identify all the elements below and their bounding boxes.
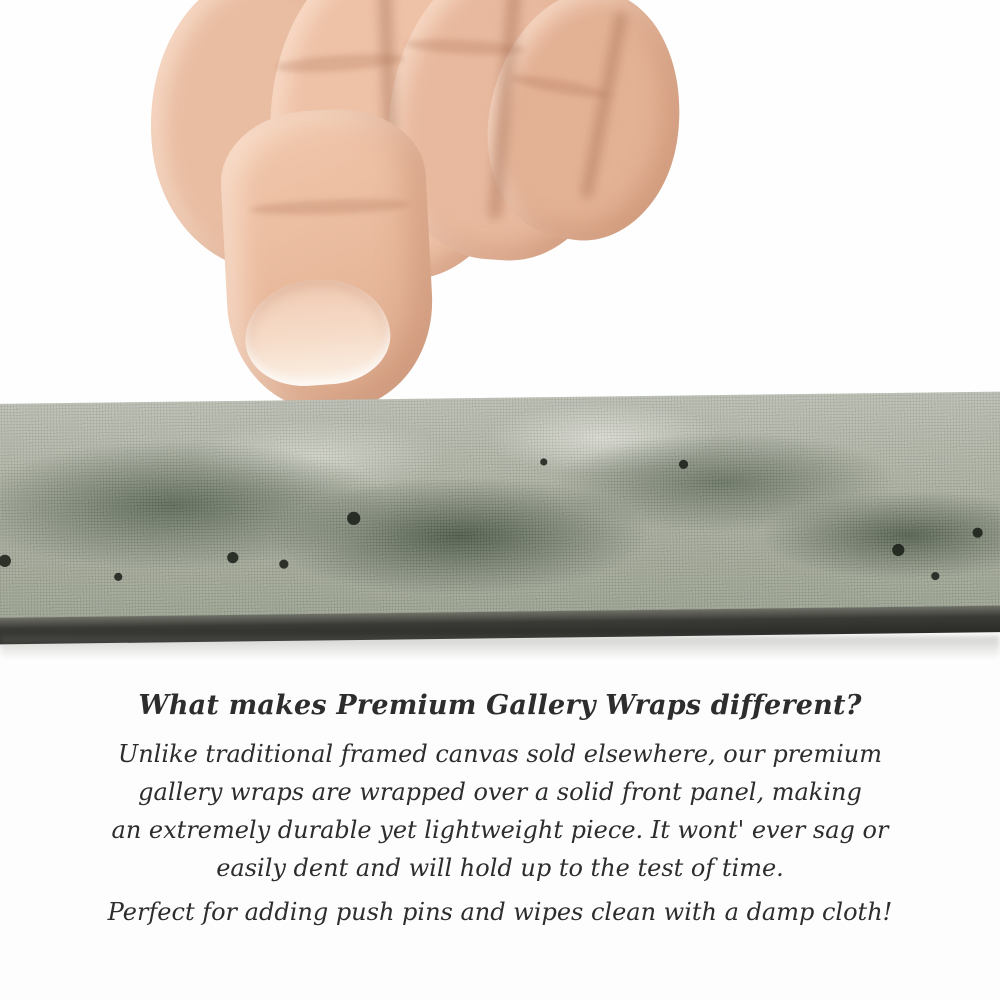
canvas-speck bbox=[0, 555, 11, 567]
canvas-speck bbox=[540, 458, 547, 465]
canvas-speck bbox=[679, 460, 688, 469]
caption-closing-line: Perfect for adding push pins and wipes clean with a damp cloth! bbox=[107, 898, 893, 926]
canvas-speck bbox=[114, 573, 122, 581]
caption-block bbox=[0, 690, 1000, 931]
caption-line: an extremely durable yet lightweight piece. It wont' ever sag or bbox=[111, 816, 889, 844]
canvas-speck bbox=[931, 572, 939, 580]
caption-line: Unlike traditional framed canvas sold elsewhere, our premium bbox=[117, 740, 882, 768]
caption-line: gallery wraps are wrapped over a solid front panel, making bbox=[138, 778, 862, 806]
canvas-speck bbox=[227, 552, 238, 563]
canvas-wrap-edge bbox=[0, 392, 1000, 634]
canvas-speck bbox=[279, 559, 288, 568]
hand-illustration bbox=[120, 0, 680, 430]
canvas-speck bbox=[972, 528, 982, 538]
canvas-speck bbox=[347, 512, 360, 525]
caption-title: What makes Premium Gallery Wraps different? bbox=[138, 690, 862, 721]
canvas-drop-shadow bbox=[0, 636, 1000, 660]
caption-line: easily dent and will hold up to the test of time. bbox=[216, 854, 784, 882]
canvas-speck bbox=[892, 544, 904, 556]
